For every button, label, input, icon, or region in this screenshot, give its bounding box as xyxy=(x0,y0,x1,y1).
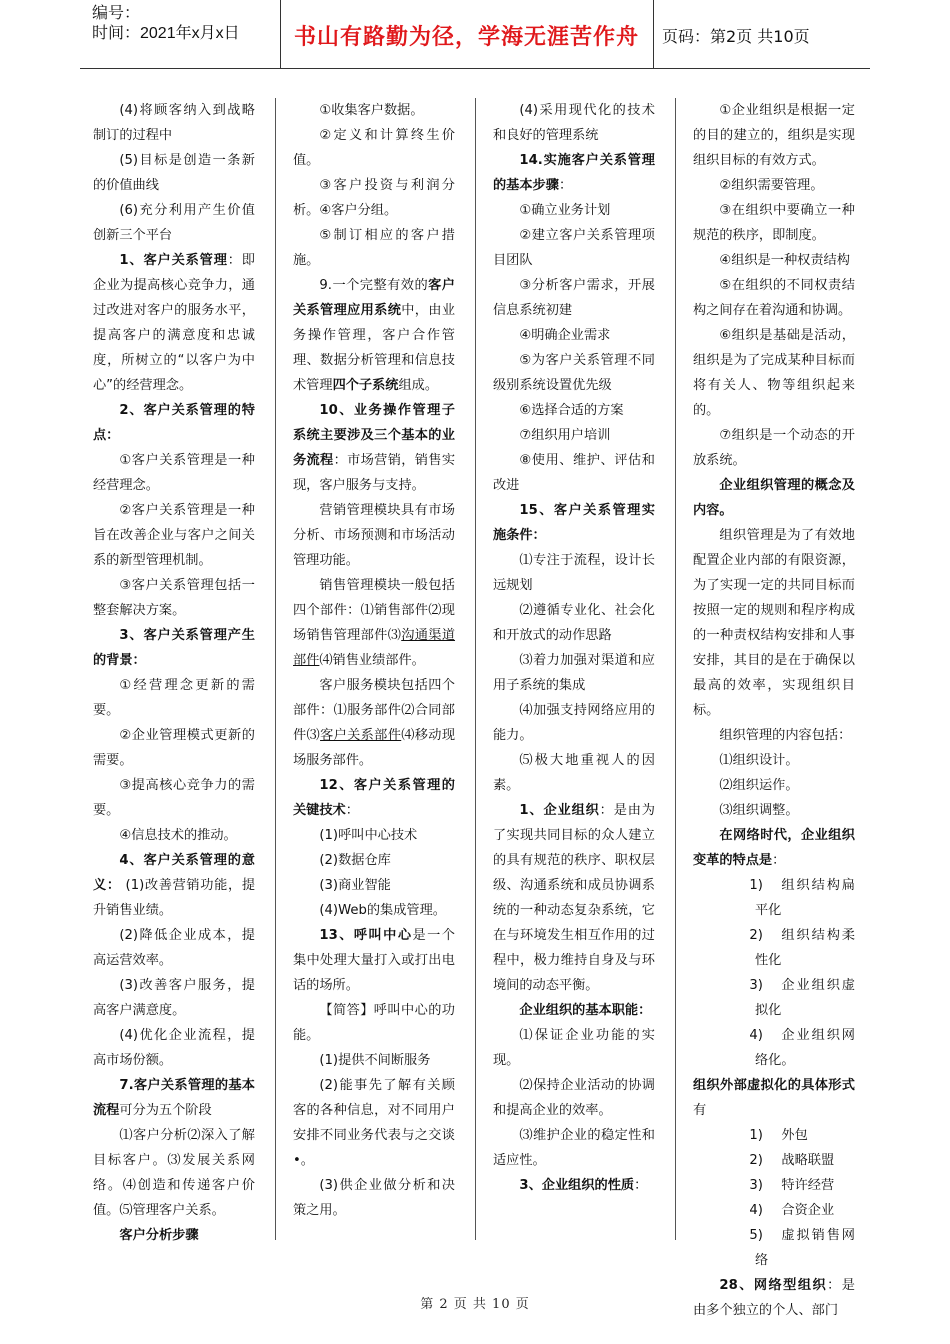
paragraph: (1)提供不间断服务 xyxy=(319,1053,431,1068)
paragraph xyxy=(293,573,455,673)
bold-heading: 客户分析步骤 xyxy=(119,1228,199,1243)
text-run: ⑷销售业绩部件。 xyxy=(319,653,425,668)
item-text: 合资企业 xyxy=(781,1203,835,1218)
header-page-info: 页码：第2页 共10页 xyxy=(662,27,810,46)
paragraph: ③客户投资与利润分析。④客户分组。 xyxy=(293,178,455,218)
paragraph xyxy=(93,398,255,448)
numbered-item xyxy=(693,973,855,1023)
numbered-item xyxy=(693,1148,855,1173)
column-divider xyxy=(675,98,676,1240)
text-run: ： xyxy=(345,803,359,818)
paragraph: 组织管理的内容包括： xyxy=(719,728,852,743)
paragraph: ①确立业务计划 xyxy=(519,203,611,218)
item-number: 2) xyxy=(749,928,763,943)
text-run: 是一个集中处理大量打入或打出电话的场所。 xyxy=(293,928,455,993)
paragraph: ⑶着力加强对渠道和应用子系统的集成 xyxy=(493,653,655,693)
paragraph: ①企业组织是根据一定的目的建立的，组织是实现组织目标的有效方式。 xyxy=(693,103,855,168)
paragraph xyxy=(293,923,455,998)
text-run: ： xyxy=(634,1178,648,1193)
page-header xyxy=(80,0,870,69)
paragraph: ⑵组织运作。 xyxy=(719,778,799,793)
paragraph: ⑷加强支持网络应用的能力。 xyxy=(493,703,655,743)
text-run: ： xyxy=(772,853,786,868)
bold-heading: 四个子系统 xyxy=(332,378,399,393)
numbered-item xyxy=(693,1173,855,1198)
paragraph xyxy=(93,623,255,673)
text-run: ：是由为了实现共同目标的众人建立的具有规范的秩序、职权层级、沟通系统和成员协调系统的一种动态复杂系统，它在与环境发生相互作用的过程中，极力维持自身及与环境间的动态平衡。 xyxy=(493,803,655,993)
text-run: ⑷移动现场服务部件。 xyxy=(293,728,456,768)
paragraph: ⑴保证企业功能的实现。 xyxy=(493,1028,655,1068)
text-run: 销售管理模块一般包括四个部件：⑴销售部件⑵现场销售管理部件⑶ xyxy=(293,578,455,643)
paragraph: (1)呼叫中心技术 xyxy=(319,828,418,843)
text-run: ：是由多个独立的个人、部门 xyxy=(693,1278,855,1318)
paragraph: ②企业管理模式更新的需要。 xyxy=(93,728,255,768)
item-number: 4) xyxy=(749,1028,763,1043)
text-column-2 xyxy=(293,98,455,1223)
bold-heading: 28、网络型组织 xyxy=(719,1278,828,1293)
text-run: ： xyxy=(558,178,573,193)
paragraph: ⑥组织是基础是活动，组织是为了完成某种目标而将有关人、物等组织起来的。 xyxy=(693,328,855,418)
text-run: 中，由业务操作管理，客户合作管理、数据分析管理和信息技术管理 xyxy=(293,303,456,393)
underlined-term: 沟通渠道部件 xyxy=(293,628,456,668)
item-number: 1) xyxy=(749,1128,763,1143)
item-text: 企业组织虚拟化 xyxy=(755,978,855,1018)
paragraph xyxy=(293,273,455,398)
paragraph xyxy=(293,398,455,498)
paragraph: ②定义和计算终生价值。 xyxy=(293,128,455,168)
paragraph xyxy=(493,1173,655,1198)
paragraph: ②组织需要管理。 xyxy=(719,178,824,193)
paragraph: ⑴专注于流程，设计长远规划 xyxy=(493,553,655,593)
paragraph xyxy=(293,673,455,773)
bold-heading: 3、客户关系管理产生的背景： xyxy=(93,628,255,668)
paragraph: ⑤在组织的不同权责结构之间存在着沟通和协调。 xyxy=(693,278,855,318)
paragraph: (3)改善客户服务，提高客户满意度。 xyxy=(93,978,255,1018)
paragraph xyxy=(493,498,655,548)
item-text: 组织结构扁平化 xyxy=(755,878,855,918)
paragraph: ③客户关系管理包括一整套解决方案。 xyxy=(93,578,255,618)
header-meta xyxy=(92,4,240,44)
item-text: 特许经营 xyxy=(781,1178,835,1193)
bold-heading: 15、客户关系管理实施条件： xyxy=(493,503,655,543)
paragraph: ③分析客户需求，开展信息系统初建 xyxy=(493,278,655,318)
paragraph: ①客户关系管理是一种经营理念。 xyxy=(93,453,255,493)
paragraph xyxy=(693,473,855,523)
paragraph: (4)采用现代化的技术和良好的管理系统 xyxy=(493,103,655,143)
paragraph xyxy=(693,1073,855,1123)
text-run: 客户服务模块包括四个部件：⑴服务部件⑵合同部件⑶ xyxy=(293,678,455,743)
paragraph xyxy=(693,823,855,873)
paragraph: (4)Web的集成管理。 xyxy=(319,903,446,918)
paragraph: ④组织是一种权责结构 xyxy=(719,253,850,268)
paragraph xyxy=(493,798,655,998)
text-run: ：即企业为提高核心竞争力，通过改进对客户的服务水平，提高客户的满意度和忠诚度，所树立的“以客户为中心”的经营理念。 xyxy=(93,253,255,393)
text-run: 有 xyxy=(693,1103,707,1118)
item-number: 3) xyxy=(749,1178,763,1193)
paragraph: ④信息技术的推动。 xyxy=(119,828,237,843)
paragraph: 【简答】呼叫中心的功能。 xyxy=(293,1003,455,1043)
header-motto: 书山有路勤为径，学海无涯苦作舟 xyxy=(293,24,639,50)
bold-heading: 7.客户关系管理的基本流程 xyxy=(93,1078,255,1118)
paragraph: (5)目标是创造一条新的价值曲线 xyxy=(93,153,255,193)
paragraph: ①收集客户数据。 xyxy=(319,103,424,118)
text-run: 可分为五个阶段 xyxy=(119,1103,212,1118)
item-text: 企业组织网络化。 xyxy=(755,1028,855,1068)
paragraph: ③在组织中要确立一种规范的秩序，即制度。 xyxy=(693,203,855,243)
paragraph: ⑦组织用户培训 xyxy=(519,428,611,443)
paragraph: (2)数据仓库 xyxy=(319,853,391,868)
number-label: 编号： xyxy=(92,5,141,22)
item-number: 3) xyxy=(749,978,763,993)
bold-heading: 企业组织的基本职能： xyxy=(519,1003,652,1018)
paragraph: ②建立客户关系管理项目团队 xyxy=(493,228,655,268)
bold-heading: 企业组织管理的概念及内容。 xyxy=(693,478,855,518)
paragraph: ⑴组织设计。 xyxy=(719,753,799,768)
item-number: 1) xyxy=(749,878,763,893)
item-number: 5) xyxy=(749,1228,763,1243)
bold-heading: 14.实施客户关系管理的基本步骤 xyxy=(493,153,655,193)
text-column-3 xyxy=(493,98,655,1198)
numbered-item xyxy=(693,923,855,973)
item-number: 4) xyxy=(749,1203,763,1218)
paragraph: ③提高核心竞争力的需要。 xyxy=(93,778,255,818)
bold-heading: 客户关系管理应用系统 xyxy=(293,278,455,318)
paragraph xyxy=(493,998,655,1023)
paragraph xyxy=(293,773,455,823)
paragraph: ④明确企业需求 xyxy=(519,328,611,343)
bold-heading: 3、企业组织的性质 xyxy=(519,1178,635,1193)
bold-heading: 13、呼叫中心 xyxy=(319,928,413,943)
paragraph: (3)供企业做分析和决策之用。 xyxy=(293,1178,455,1218)
paragraph: (4)优化企业流程，提高市场份额。 xyxy=(93,1028,255,1068)
item-text: 组织结构柔性化 xyxy=(755,928,855,968)
text-run: 9.一个完整有效的 xyxy=(319,278,429,293)
paragraph: ⑦组织是一个动态的开放系统。 xyxy=(693,428,855,468)
paragraph: ⑵遵循专业化、社会化和开放式的动作思路 xyxy=(493,603,655,643)
paragraph: (4)将顾客纳入到战略制订的过程中 xyxy=(93,103,255,143)
paragraph: ②客户关系管理是一种旨在改善企业与客户之间关系的新型管理机制。 xyxy=(93,503,255,568)
paragraph xyxy=(93,848,255,923)
paragraph: (2)能事先了解有关顾客的各种信息，对不同用户安排不同业务代表与之交谈•。 xyxy=(293,1078,455,1168)
column-divider xyxy=(275,98,276,1240)
bold-heading: 组织外部虚拟化的具体形式 xyxy=(693,1078,855,1093)
bold-heading: 4、客户关系管理的意义： xyxy=(93,853,255,893)
text-run: ：市场营销，销售实现，客户服务与支持。 xyxy=(293,453,456,493)
numbered-item xyxy=(693,1123,855,1148)
underlined-term: 客户关系部件 xyxy=(320,728,402,743)
item-text: 虚拟销售网络 xyxy=(755,1228,855,1268)
column-divider xyxy=(475,98,476,1240)
paragraph xyxy=(93,248,255,398)
time-label: 时间：2021年x月x日 xyxy=(92,25,240,42)
numbered-item xyxy=(693,1223,855,1273)
paragraph: ⑶组织调整。 xyxy=(719,803,799,818)
paragraph: (3)商业智能 xyxy=(319,878,391,893)
paragraph: ⑸极大地重视人的因素。 xyxy=(493,753,655,793)
paragraph xyxy=(93,1223,255,1248)
paragraph xyxy=(493,148,655,198)
paragraph: ①经营理念更新的需要。 xyxy=(93,678,255,718)
bold-heading: 10、业务操作管理子系统主要涉及三个基本的业务流程 xyxy=(293,403,455,468)
paragraph: ⑶维护企业的稳定性和适应性。 xyxy=(493,1128,655,1168)
text-column-1 xyxy=(93,98,255,1248)
paragraph: ⑤为客户关系管理不同级别系统设置优先级 xyxy=(493,353,655,393)
paragraph xyxy=(93,1073,255,1123)
bold-heading: 2、客户关系管理的特点： xyxy=(93,403,255,443)
bold-heading: 12、客户关系管理的关键技术 xyxy=(293,778,455,818)
bold-heading: 1、企业组织 xyxy=(519,803,600,818)
page-footer: 第 2 页 共 10 页 xyxy=(420,1297,530,1312)
bold-heading: 1、客户关系管理 xyxy=(119,253,228,268)
paragraph: ⑴客户分析⑵深入了解目标客户。⑶发展关系网络。⑷创造和传递客户价值。⑸管理客户关系。 xyxy=(93,1128,255,1218)
item-number: 2) xyxy=(749,1153,763,1168)
header-divider xyxy=(653,0,654,68)
paragraph: ⑤制订相应的客户措施。 xyxy=(293,228,455,268)
text-column-4 xyxy=(693,98,855,1323)
paragraph: 营销管理模块具有市场分析、市场预测和市场活动管理功能。 xyxy=(293,503,455,568)
item-text: 外包 xyxy=(781,1128,808,1143)
numbered-item xyxy=(693,1198,855,1223)
paragraph: ⑵保持企业活动的协调和提高企业的效率。 xyxy=(493,1078,655,1118)
numbered-item xyxy=(693,1023,855,1073)
text-run: (1)改善营销功能，提升销售业绩。 xyxy=(93,878,256,918)
numbered-item xyxy=(693,873,855,923)
paragraph: 组织管理是为了有效地配置企业内部的有限资源，为了实现一定的共同目标而按照一定的规则和程序构成的一种责权结构安排和人事安排，其目的是在于确保以最高的效率，实现组织目标。 xyxy=(693,528,855,718)
text-run: 组成。 xyxy=(398,378,439,393)
paragraph: (2)降低企业成本，提高运营效率。 xyxy=(93,928,255,968)
paragraph: ⑥选择合适的方案 xyxy=(519,403,624,418)
paragraph: ⑧使用、维护、评估和改进 xyxy=(493,453,655,493)
item-text: 战略联盟 xyxy=(781,1153,835,1168)
bold-heading: 在网络时代，企业组织变革的特点是 xyxy=(693,828,855,868)
paragraph: (6)充分利用产生价值创新三个平台 xyxy=(93,203,255,243)
